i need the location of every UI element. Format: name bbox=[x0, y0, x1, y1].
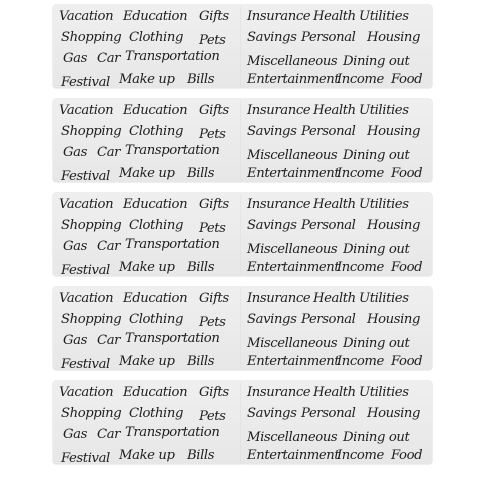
sticker-card-right bbox=[241, 287, 432, 370]
sticker-card-right bbox=[241, 193, 432, 276]
label-insurance: Insurance bbox=[247, 291, 311, 306]
label-gifts: Gifts bbox=[199, 385, 229, 400]
label-housing: Housing bbox=[367, 312, 421, 327]
label-personal: Personal bbox=[301, 218, 356, 233]
label-miscellaneous: Miscellaneous bbox=[247, 148, 338, 163]
label-income: Income bbox=[337, 260, 384, 275]
label-festival: Festival bbox=[61, 451, 110, 466]
label-clothing: Clothing bbox=[129, 312, 183, 327]
label-savings: Savings bbox=[247, 124, 297, 139]
label-food: Food bbox=[391, 166, 423, 181]
label-car: Car bbox=[97, 333, 121, 348]
label-clothing: Clothing bbox=[129, 124, 183, 139]
label-education: Education bbox=[123, 291, 188, 306]
label-entertainment: Entertainment bbox=[247, 448, 340, 463]
label-make-up: Make up bbox=[119, 354, 175, 369]
label-festival: Festival bbox=[61, 169, 110, 184]
label-make-up: Make up bbox=[119, 166, 175, 181]
label-gas: Gas bbox=[63, 427, 87, 442]
label-food: Food bbox=[391, 260, 423, 275]
label-entertainment: Entertainment bbox=[247, 72, 340, 87]
label-bills: Bills bbox=[187, 260, 215, 275]
label-shopping: Shopping bbox=[61, 406, 122, 421]
label-health: Health bbox=[313, 291, 356, 306]
sticker-card-left bbox=[53, 287, 244, 370]
sticker-card-left bbox=[53, 99, 244, 182]
label-housing: Housing bbox=[367, 406, 421, 421]
label-housing: Housing bbox=[367, 218, 421, 233]
label-pets: Pets bbox=[199, 409, 226, 424]
label-car: Car bbox=[97, 145, 121, 160]
label-transportation: Transportation bbox=[125, 237, 220, 252]
label-transportation: Transportation bbox=[125, 331, 220, 346]
label-personal: Personal bbox=[301, 124, 356, 139]
label-vacation: Vacation bbox=[59, 291, 114, 306]
label-pets: Pets bbox=[199, 315, 226, 330]
label-gas: Gas bbox=[63, 239, 87, 254]
label-insurance: Insurance bbox=[247, 103, 311, 118]
label-health: Health bbox=[313, 103, 356, 118]
label-dining-out: Dining out bbox=[343, 430, 410, 445]
label-gifts: Gifts bbox=[199, 9, 229, 24]
label-food: Food bbox=[391, 354, 423, 369]
label-dining-out: Dining out bbox=[343, 148, 410, 163]
label-vacation: Vacation bbox=[59, 103, 114, 118]
label-vacation: Vacation bbox=[59, 197, 114, 212]
label-housing: Housing bbox=[367, 30, 421, 45]
label-dining-out: Dining out bbox=[343, 54, 410, 69]
label-utilities: Utilities bbox=[359, 385, 409, 400]
label-pets: Pets bbox=[199, 221, 226, 236]
sticker-card-left bbox=[53, 381, 244, 464]
label-utilities: Utilities bbox=[359, 103, 409, 118]
label-insurance: Insurance bbox=[247, 197, 311, 212]
label-clothing: Clothing bbox=[129, 218, 183, 233]
label-pets: Pets bbox=[199, 33, 226, 48]
label-miscellaneous: Miscellaneous bbox=[247, 54, 338, 69]
label-bills: Bills bbox=[187, 448, 215, 463]
label-make-up: Make up bbox=[119, 72, 175, 87]
label-income: Income bbox=[337, 354, 384, 369]
label-clothing: Clothing bbox=[129, 406, 183, 421]
label-clothing: Clothing bbox=[129, 30, 183, 45]
label-savings: Savings bbox=[247, 312, 297, 327]
label-vacation: Vacation bbox=[59, 9, 114, 24]
label-health: Health bbox=[313, 9, 356, 24]
label-entertainment: Entertainment bbox=[247, 260, 340, 275]
label-personal: Personal bbox=[301, 406, 356, 421]
label-car: Car bbox=[97, 427, 121, 442]
label-education: Education bbox=[123, 197, 188, 212]
label-car: Car bbox=[97, 51, 121, 66]
label-food: Food bbox=[391, 448, 423, 463]
label-festival: Festival bbox=[61, 75, 110, 90]
label-dining-out: Dining out bbox=[343, 242, 410, 257]
label-gas: Gas bbox=[63, 51, 87, 66]
label-vacation: Vacation bbox=[59, 385, 114, 400]
label-personal: Personal bbox=[301, 30, 356, 45]
label-insurance: Insurance bbox=[247, 385, 311, 400]
label-gas: Gas bbox=[63, 333, 87, 348]
sticker-card-right bbox=[241, 381, 432, 464]
label-education: Education bbox=[123, 103, 188, 118]
label-make-up: Make up bbox=[119, 260, 175, 275]
label-health: Health bbox=[313, 385, 356, 400]
label-shopping: Shopping bbox=[61, 218, 122, 233]
label-bills: Bills bbox=[187, 354, 215, 369]
label-transportation: Transportation bbox=[125, 49, 220, 64]
label-bills: Bills bbox=[187, 166, 215, 181]
label-income: Income bbox=[337, 166, 384, 181]
label-utilities: Utilities bbox=[359, 291, 409, 306]
label-transportation: Transportation bbox=[125, 425, 220, 440]
label-savings: Savings bbox=[247, 30, 297, 45]
label-housing: Housing bbox=[367, 124, 421, 139]
label-dining-out: Dining out bbox=[343, 336, 410, 351]
label-festival: Festival bbox=[61, 357, 110, 372]
label-gas: Gas bbox=[63, 145, 87, 160]
label-utilities: Utilities bbox=[359, 197, 409, 212]
label-income: Income bbox=[337, 448, 384, 463]
label-gifts: Gifts bbox=[199, 103, 229, 118]
label-gifts: Gifts bbox=[199, 291, 229, 306]
label-miscellaneous: Miscellaneous bbox=[247, 430, 338, 445]
label-health: Health bbox=[313, 197, 356, 212]
label-education: Education bbox=[123, 385, 188, 400]
sticker-card-left bbox=[53, 193, 244, 276]
label-gifts: Gifts bbox=[199, 197, 229, 212]
label-make-up: Make up bbox=[119, 448, 175, 463]
label-entertainment: Entertainment bbox=[247, 166, 340, 181]
label-utilities: Utilities bbox=[359, 9, 409, 24]
sticker-card-left bbox=[53, 5, 244, 88]
label-car: Car bbox=[97, 239, 121, 254]
label-income: Income bbox=[337, 72, 384, 87]
label-transportation: Transportation bbox=[125, 143, 220, 158]
label-miscellaneous: Miscellaneous bbox=[247, 336, 338, 351]
label-entertainment: Entertainment bbox=[247, 354, 340, 369]
label-savings: Savings bbox=[247, 406, 297, 421]
label-education: Education bbox=[123, 9, 188, 24]
label-food: Food bbox=[391, 72, 423, 87]
sticker-card-right bbox=[241, 99, 432, 182]
label-miscellaneous: Miscellaneous bbox=[247, 242, 338, 257]
label-insurance: Insurance bbox=[247, 9, 311, 24]
label-savings: Savings bbox=[247, 218, 297, 233]
label-shopping: Shopping bbox=[61, 124, 122, 139]
label-pets: Pets bbox=[199, 127, 226, 142]
label-shopping: Shopping bbox=[61, 30, 122, 45]
label-shopping: Shopping bbox=[61, 312, 122, 327]
label-festival: Festival bbox=[61, 263, 110, 278]
label-personal: Personal bbox=[301, 312, 356, 327]
sticker-card-right bbox=[241, 5, 432, 88]
label-bills: Bills bbox=[187, 72, 215, 87]
